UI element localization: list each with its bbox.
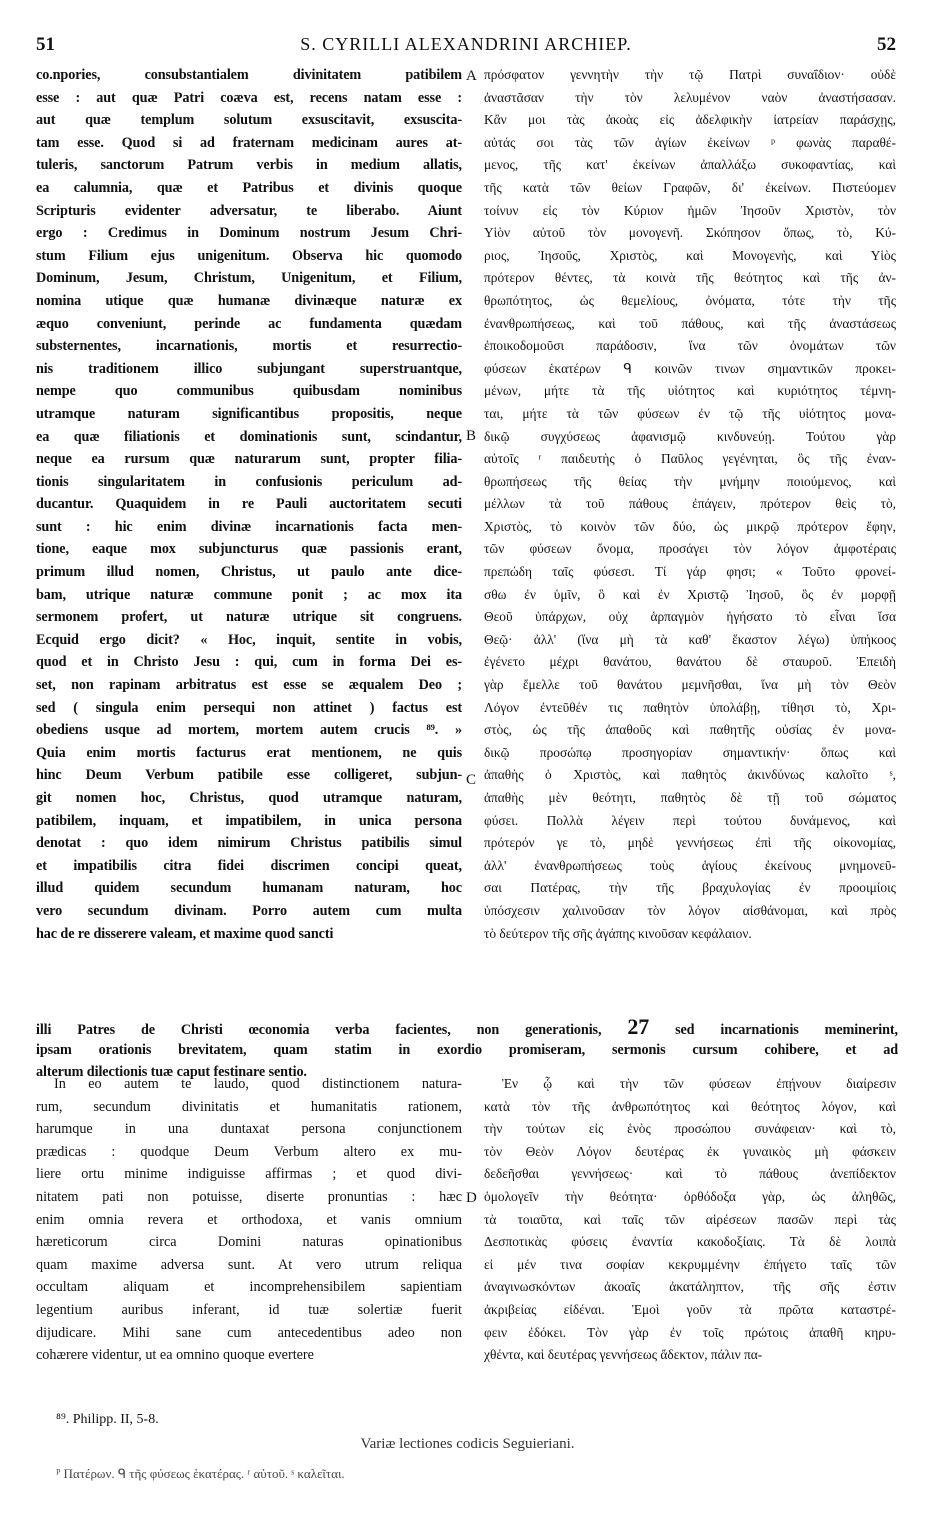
full-line-1-end: sed incarnationis meminerint, — [675, 1022, 898, 1038]
text-line: Υἱὸν αὐτοῦ τὸν μονογενῆ. Σκόπησον ὅπως, τὸ, Κύ- — [484, 225, 896, 241]
text-line: Δεσποτικὰς φύσεις ἐναντία κακοδοξίαις. Τὰ δὲ λοιπὰ — [484, 1234, 896, 1250]
text-line: sermonem profert, ut naturæ utrique sit congruens. — [36, 609, 462, 626]
text-line: φύσεων ἑκατέρων ᑫ κοινῶν τινων σημαντικῶν προκει- — [484, 360, 896, 376]
text-line: enim omnia revera et orthodoxa, et vanis omnium — [36, 1211, 462, 1228]
text-line: Χριστὸς, τὸ κοινὸν τῶν δύο, ὡς μικρῷ πρότερον ἔφην, — [484, 518, 896, 534]
text-line: tuleris, sanctorum Patrum verbis in medium allatis, — [36, 157, 462, 174]
text-line: τὸ δεύτερον τῆς σῆς ἀγάπης κινοῦσαν κεφάλαιον. — [484, 925, 752, 941]
margin-marker-b: B — [466, 428, 477, 444]
text-line: quam maxime adversa sunt. At vero utrum reliqua — [36, 1256, 462, 1273]
text-line: σθω ἐν ὑμῖν, ὃ καὶ ἐν Χριστῷ Ἰησοῦ, ὃς ἐν μορφῇ — [484, 586, 896, 602]
text-line: ea calumnia, quæ et Patribus et divinis quoque — [36, 179, 462, 196]
text-line: bam, utrique naturæ commune ponit ; ac mox ita — [36, 586, 462, 603]
text-line: μενος, τῆς κατ' ἐκείνων ἀπαλλάξω συκοφαντίας, καὶ — [484, 157, 896, 173]
text-line: ὁμολογεῖν τὴν θεότητα· ὀρθόδοξα γὰρ, ὡς ἀληθῶς, — [484, 1188, 896, 1204]
full-line-3: alterum dilectionis tuæ caput festinare sentio. — [36, 1064, 307, 1081]
text-line: αὐτοῖς ʳ παιδευτὴς ὁ Παῦλος γεγένηται, ὃς τῆς ἐναν- — [484, 451, 896, 467]
text-line: aut quæ templum solutum exsuscitavit, exsuscita- — [36, 112, 462, 129]
text-line: στὸς, ὡς τῆς ἀπαθοῦς καὶ παθητῆς οὐσίας ἐν μονα- — [484, 722, 896, 738]
text-line: ἀκριβείας εἰδέναι. Ἐμοὶ γοῦν τὰ πρῶτα καταστρέ- — [484, 1301, 896, 1317]
text-line: τὸν Θεὸν Λόγον δευτέρας ἐκ γυναικὸς μὴ φάσκειν — [484, 1143, 896, 1159]
text-line: tam esse. Quod si ad fraternam medicinam aures at- — [36, 134, 462, 151]
text-line: æquo conveniunt, perinde ac fundamenta quædam — [36, 315, 462, 332]
full-line-2: ipsam orationis brevitatem, quam statim in exordio promiseram, sermonis cursum cohibere, et ad — [36, 1041, 898, 1058]
text-line: πρόσφατον γεννητὴν τὴν τῷ Πατρὶ συναΐδιον· οὐδὲ — [484, 67, 896, 82]
text-line: δικῷ προσώπῳ προσηγορίαν σημαντικήν· ὅπως καὶ — [484, 744, 896, 760]
text-line: ἐποικοδομοῦσι παράδοσιν, ἵνα τῶν ὀνομάτων τῶν — [484, 338, 896, 354]
text-line: illud quidem secundum humanam naturam, hoc — [36, 880, 462, 897]
text-line: ὑπόσχεσιν χαλινοῦσαν τὸν λόγον αἰσθάνομαι, καὶ πρὸς — [484, 902, 896, 918]
margin-marker-a: A — [466, 68, 477, 84]
text-line: prædicas : quodque Deum Verbum altero ex mu- — [36, 1143, 462, 1160]
text-line: liere ortu minime indiguisse affirmas ; et quod divi- — [36, 1166, 462, 1183]
text-line: δεδεῆσθαι γεννήσεως· καὶ τὸ πάθους ἀνεπίδεκτον — [484, 1166, 896, 1182]
text-line: tionis singularitatem in confusionis periculum ad- — [36, 473, 462, 490]
text-line: nitatem pati non potuisse, diserte pronuntias : hæc — [36, 1188, 462, 1205]
text-line: ergo : Credimus in Dominum nostrum Jesum Chri- — [36, 225, 462, 242]
text-line: ἀπαθὴς μὲν θεότητι, παθητὸς δὲ τῇ τοῦ σώματος — [484, 790, 896, 805]
text-line: sunt : hic enim divinæ incarnationis facta men- — [36, 518, 462, 535]
page-number-left: 51 — [36, 34, 55, 55]
text-line: ἐνανθρωπήσεως, καὶ τοῦ πάθους, καὶ τῆς ἀναστάσεως — [484, 315, 896, 331]
text-line: πρότερον θέντες, τὰ κοινὰ τῆς θεότητος καὶ τῆς ἀν- — [484, 270, 896, 286]
text-line: τῆς κατὰ τῶν θείων Γραφῶν, δι' ἐκείνων. Πιστεύομεν — [484, 179, 896, 195]
text-line: σαι Πατέρας, τὴν τῆς βραχυλογίας ἐν προοιμίοις — [484, 880, 896, 896]
text-line: εἰ μέν τινα σοφίαν κεκρυμμένην ἐπήγετο ταῖς τῶν — [484, 1256, 896, 1272]
text-line: ea quæ filiationis et dominationis sunt, scindantur, — [36, 428, 462, 445]
text-line: neque ea rursum quæ naturarum sunt, propter filia- — [36, 451, 462, 468]
running-header — [36, 34, 896, 58]
running-title: S. CYRILLI ALEXANDRINI ARCHIEP. — [300, 34, 632, 54]
text-line: In eo autem te laudo, quod distinctionem natura- — [54, 1076, 462, 1092]
text-line: cohærere videntur, ut ea omnino quoque evertere — [36, 1347, 314, 1364]
text-line: Quia enim mortis facturus erat mentionem, ne quis — [36, 744, 462, 761]
text-line: πρεπώδη ταῖς φύσεσι. Τί γάρ φησι; « Τοῦτο φρονεί- — [484, 564, 896, 580]
text-line: Ἐν ᾧ καὶ τὴν τῶν φύσεων ἐπῄνουν διαίρεσιν — [502, 1076, 896, 1091]
text-line: Λόγον ἐντεῦθέν τις παθητὸν ὑπολάβῃ, τίθησι τὸ, Χρι- — [484, 699, 896, 715]
text-line: ἀπαθὴς ὁ Χριστὸς, καὶ παθητὸς ἀκινδύνως καλοῖτο ˢ, — [484, 767, 896, 783]
text-line: git nomen hoc, Christus, quod utramque naturam, — [36, 790, 462, 806]
text-line: tione, eaque mox subjuncturus quæ passionis erant, — [36, 541, 462, 558]
text-line: rum, secundum divinitatis et humanitatis rationem, — [36, 1098, 462, 1115]
text-line: ἀναστᾶσαν τὴν τὸν λελυμένον ναὸν ἀναστήσασαν. — [484, 89, 896, 105]
text-line: occultam aliquam et incomprehensibilem sapientiam — [36, 1279, 462, 1296]
text-line: δικῷ συγχύσεως ἀφανισμῷ κινδυνεύῃ. Τούτου γὰρ — [484, 428, 896, 444]
text-line: utramque naturam significantibus propositis, neque — [36, 405, 462, 422]
text-line: set, non rapinam arbitratus est esse se æqualem Deo ; — [36, 677, 462, 694]
text-line: dijudicare. Mihi sane cum antecedentibus adeo non — [36, 1324, 462, 1341]
text-line: φειν ἐδόκει. Τὸν γὰρ ἐν τοῖς πρώτοις ἀπαθῆ κηρυ- — [484, 1324, 896, 1340]
margin-marker-c: C — [466, 772, 477, 788]
text-line: μέλλων τὰ τοῦ πάθους ἐπάγειν, πρότερον θεὶς τὸ, — [484, 496, 896, 512]
text-line: μένων, μήτε τὰ τῆς υἱότητος καὶ κυριότητος τέμνη- — [484, 383, 896, 399]
text-line: substernentes, incarnationis, mortis et resurrectio- — [36, 338, 462, 355]
text-line: hinc Deum Verbum patibile esse colligeret, subjun- — [36, 767, 462, 784]
footnote: ⁸⁹. Philipp. II, 5-8. — [56, 1412, 159, 1427]
text-line: ἀναγινωσκόντων ἀκοαῖς ἀκατάληπτον, τῆς σῆς ἐστιν — [484, 1279, 896, 1295]
text-line: πρότερόν γε τὸ, μηδὲ γεννήσεως ἐπὶ τῆς οἰκονομίας, — [484, 835, 896, 851]
text-line: γὰρ ἔμελλε τοῦ θανάτου μεμνῆσθαι, ἵνα μὴ τὸν Θεὸν — [484, 677, 896, 693]
text-line: αὐτάς σοι τὰς τῶν ἁγίων ἐκείνων ᵖ φωνὰς παραθέ- — [484, 134, 896, 150]
latin-column-bottom — [36, 1073, 462, 1367]
text-line: denotat : quo idem nimirum Christus patibilis simul — [36, 835, 462, 852]
section-number: 27 — [627, 1016, 650, 1039]
text-line: ducantur. Quaquidem in re Pauli auctoritatem secuti — [36, 496, 462, 513]
text-line: et impatibilis citra fidei discrimen concipi queat, — [36, 857, 462, 874]
text-line: hac de re disserere valeam, et maxime quod sancti — [36, 925, 334, 942]
text-line: θρωπότητος, ὡς θεμελίους, ὀνόματα, τότε τὴν τῆς — [484, 292, 896, 308]
page-number-right: 52 — [877, 34, 896, 55]
text-line: ἀλλ' ἐνανθρωπήσεως τοὺς ἁγίους ἐκείνους μνημονεῦ- — [484, 857, 896, 873]
text-line: τῶν φύσεων ὄνομα, προσάγει τὸν λόγον ἀμφοτέραις — [484, 541, 896, 557]
latin-column-top — [36, 64, 462, 945]
text-line: Θεοῦ ὑπάρχων, οὐχ ἁρπαγμὸν ἡγήσατο τὸ εἶναι ἴσα — [484, 609, 896, 625]
text-line: legentium auribus inferant, id tuæ solertiæ fuerit — [36, 1301, 462, 1318]
variae-lectiones-text: ᴾ Πατέρων. ᑫ τῆς φύσεως ἑκατέρας. ʳ αὐτοῦ. ˢ καλεῖται. — [56, 1466, 345, 1481]
full-line-1-start: illi Patres de Christi œconomia verba facientes, non generationis, — [36, 1022, 602, 1038]
text-line: quod et in Christo Jesu : qui, cum in forma Dei es- — [36, 654, 462, 671]
text-line: nomina utique quæ humanæ divinæque naturæ ex — [36, 292, 462, 309]
margin-marker-d: D — [466, 1190, 477, 1206]
text-line: ται, μήτε τὰ τῶν φύσεων ἐν τῷ τῆς υἱότητος μονα- — [484, 405, 896, 421]
text-line: harumque in una duntaxat persona conjunctionem — [36, 1121, 462, 1138]
text-line: vero secundum divinam. Porro autem cum multa — [36, 902, 462, 919]
text-line: sed ( singula enim persequi non attinet ) factus est — [36, 699, 462, 716]
text-line: τοίνυν εἰς τὸν Κύριον ἡμῶν Ἰησοῦν Χριστὸν, τὸν — [484, 202, 896, 218]
text-line: hæreticorum circa Domini naturas opinationibus — [36, 1234, 462, 1251]
greek-column-bottom — [484, 1073, 896, 1367]
text-line: stum Filium ejus unigenitum. Observa hic quomodo — [36, 247, 462, 264]
text-line: Dominum, Jesum, Christum, Unigenitum, et Filium, — [36, 270, 462, 287]
text-line: χθέντα, καὶ δευτέρας γεννήσεως ἄδεκτον, πάλιν πα- — [484, 1347, 763, 1363]
text-line: co.npories, consubstantialem divinitatem patibilem — [36, 67, 462, 83]
text-line: ἐγένετο μέχρι θανάτου, θανάτου δὲ σταυροῦ. Ἐπειδὴ — [484, 654, 896, 670]
text-line: esse : aut quæ Patri coæva est, recens natam esse : — [36, 89, 462, 106]
text-line: θρωπήσεως τῆς θείας τὴν μνήμην ποιούμενος, καὶ — [484, 473, 896, 489]
text-line: κατὰ τὸν τῆς ἀνθρωπότητος καὶ θεότητος λόγον, καὶ — [484, 1098, 896, 1114]
text-line: Scripturis evidenter adversatur, te liberabo. Aiunt — [36, 202, 462, 219]
text-line: obediens usque ad mortem, mortem autem crucis ⁸⁹. » — [36, 722, 462, 739]
text-line: ριος, Ἰησοῦς, Χριστὸς, καὶ Μονογενὴς, καὶ Υἱὸς — [484, 247, 896, 263]
text-line: primum illud nomen, Christus, ut paulo ante dice- — [36, 564, 462, 581]
text-line: patibilem, inquam, et impatibilem, in unica persona — [36, 812, 462, 829]
text-line: nis traditionem illico subjungant superstruantque, — [36, 360, 462, 377]
text-line: Θεῷ· ἀλλ' (ἵνα μὴ τὰ καθ' ἕκαστον λέγω) ὑπήκοος — [484, 631, 896, 647]
text-line: τὰ τοιαῦτα, καὶ ταῖς τῶν αἱρέσεων πασῶν περὶ τὰς — [484, 1211, 896, 1227]
text-line: nempe quo communibus quibusdam nominibus — [36, 383, 462, 400]
full-line-1 — [36, 1016, 898, 1039]
text-line: Ecquid ergo dicit? « Hoc, inquit, sentite in vobis, — [36, 631, 462, 648]
variae-lectiones-heading: Variæ lectiones codicis Seguieriani. — [360, 1436, 575, 1452]
greek-column-top — [484, 64, 896, 945]
text-line: φύσει. Πολλὰ λέγειν περὶ τούτου δυνάμενος, καὶ — [484, 812, 896, 828]
text-line: Κἂν μοι τὰς ἀκοὰς εἰς ἀδελφικὴν ἰατρείαν παράσχῃς, — [484, 112, 896, 128]
text-line: τὴν τούτων εἰς ἑνὸς προσώπου συνάφειαν· καὶ τὸ, — [484, 1121, 896, 1137]
